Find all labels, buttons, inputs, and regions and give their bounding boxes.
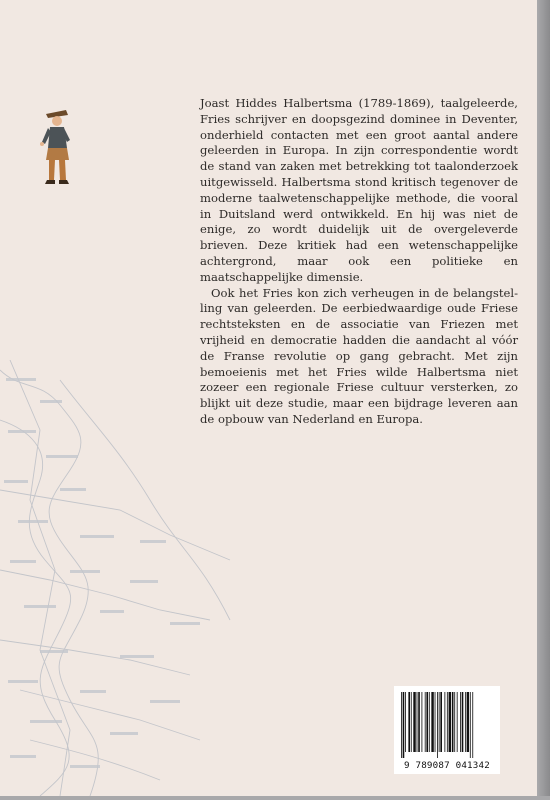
barcode-bar <box>472 692 473 758</box>
barcode-bar <box>452 692 454 752</box>
barcode-bar <box>413 692 415 752</box>
blurb-paragraph-1: Joast Hiddes Halbertsma (1789-1869), taalgeleerde, Fries schrijver en doopsgezind dominee in Deventer, onderhield contacten met een groot aantal andere geleerden in Europa. In zijn correspondentie wordt de stand van zaken met betrekking tot taalonderzoek uitgewisseld. Halbertsma stond kritisch tegenover de moderne taalwetenschappelijke methode, die vooral in Duitsland werd ontwikkeld. En hij was niet de enige, zo wordt duidelijk uit de overgeleverde brieven. Deze kritiek had een wetenschappelijke achtergrond, maar ook een politieke en maatschappelijke dimensie. <box>200 96 518 284</box>
barcode-bar <box>426 692 428 752</box>
barcode-bar <box>449 692 451 752</box>
barcode-bar <box>408 692 410 752</box>
barcode-bar <box>425 692 426 752</box>
barcode-bar <box>462 692 464 752</box>
barcode-bar <box>435 692 436 752</box>
back-cover-blurb <box>200 96 518 428</box>
barcode-bar <box>411 692 412 752</box>
barcode-bars <box>401 692 493 758</box>
barcode-bar <box>417 692 418 752</box>
barcode-bar <box>403 692 405 758</box>
book-edge-bottom <box>0 796 550 800</box>
barcode-bar <box>454 692 455 752</box>
barcode-bar <box>457 692 458 752</box>
book-edge-right <box>537 0 550 800</box>
barcode-bar <box>439 692 440 752</box>
barcode-bar <box>401 692 402 758</box>
barcode-bar <box>405 692 406 752</box>
barcode-bar <box>444 692 445 752</box>
isbn-number: 9 789087 041342 <box>404 760 490 771</box>
barcode-bar <box>429 692 430 752</box>
blurb-paragraph-2: Ook het Fries kon zich verheugen in de belangstelling van geleerden. De eerbiedwaardige oude Friese rechtsteksten en de associatie van Friezen met vrijheid en democratie hadden die aandacht al vóór de Franse revolutie op gang gebracht. Met zijn bemoeienis met het Fries wilde Halbertsma niet zozeer een regionale Friese cultuur versterken, zo blijkt uit deze studie, maar een bijdrage leveren aan de opbouw van Nederland en Europa. <box>200 285 518 426</box>
barcode-bar <box>437 692 438 758</box>
barcode-bar <box>460 692 461 752</box>
standing-figure-illustration <box>36 104 76 188</box>
barcode-bar <box>418 692 420 752</box>
barcode-bar <box>431 692 433 752</box>
barcode-bar <box>467 692 469 752</box>
barcode-bar <box>440 692 442 752</box>
barcode-bar <box>465 692 466 752</box>
barcode-bar <box>470 692 471 758</box>
barcode-bar <box>447 692 448 752</box>
isbn-barcode <box>394 686 500 774</box>
barcode-bar <box>422 692 423 752</box>
